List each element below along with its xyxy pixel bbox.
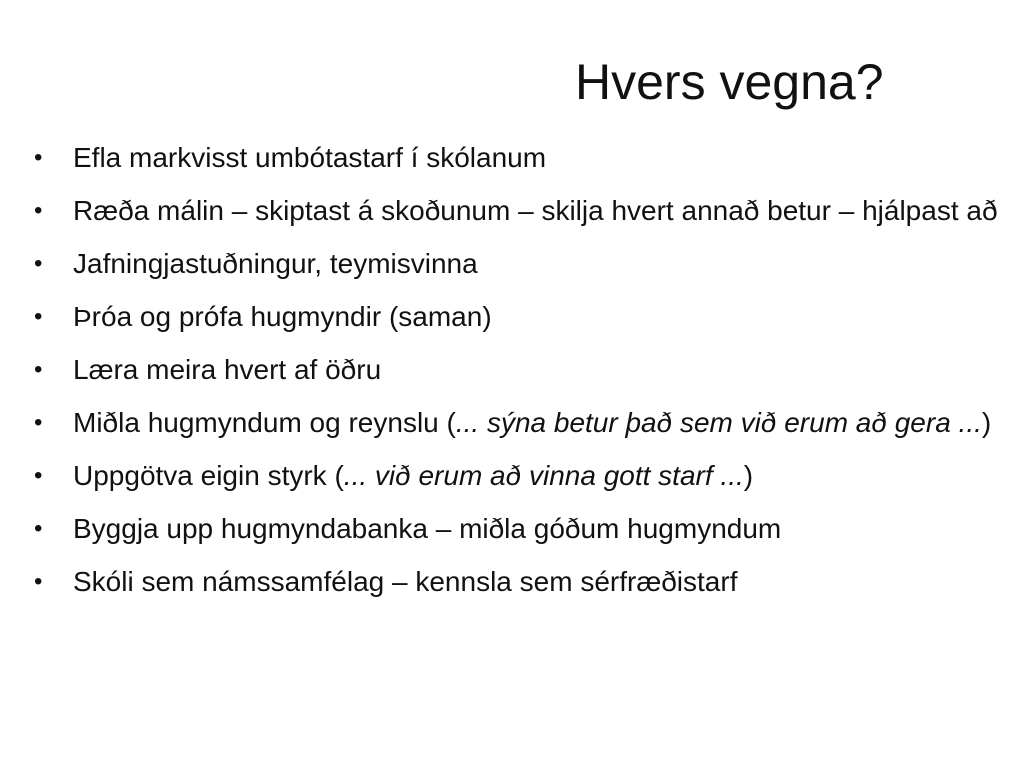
bullet-text <box>73 460 753 491</box>
bullet-dot-icon: • <box>34 303 43 330</box>
bullet-text-segment: Læra meira hvert af öðru <box>73 354 382 385</box>
bullet-item <box>34 350 999 390</box>
bullet-text-segment: Byggja upp hugmyndabanka – miðla góðum hugmyndum <box>73 513 782 544</box>
bullet-item <box>34 509 999 549</box>
bullet-text-segment: Jafningjastuðningur, teymisvinna <box>73 248 478 279</box>
bullet-item <box>34 191 999 231</box>
bullet-dot-icon: • <box>34 144 43 171</box>
bullet-text-italic: ... við erum að vinna gott starf ... <box>343 460 744 491</box>
bullet-item <box>34 138 999 178</box>
bullet-text <box>73 513 781 544</box>
bullet-item <box>34 244 999 284</box>
bullet-text-segment: ) <box>743 460 754 491</box>
bullet-text-segment: Uppgötva eigin styrk ( <box>73 460 344 491</box>
bullet-item <box>34 456 999 496</box>
bullet-item <box>34 403 999 443</box>
bullet-text <box>73 407 991 438</box>
bullet-text <box>73 195 998 226</box>
bullet-dot-icon: • <box>34 515 43 542</box>
bullet-dot-icon: • <box>34 409 43 436</box>
bullet-text-italic: ... sýna betur það sem við erum að gera ... <box>455 407 982 438</box>
bullet-text <box>73 301 492 332</box>
bullet-text <box>73 566 737 597</box>
bullet-text-segment: Þróa og prófa hugmyndir (saman) <box>73 301 492 332</box>
bullet-text <box>73 142 546 173</box>
slide-title: Hvers vegna? <box>575 54 884 110</box>
bullet-list <box>34 138 999 615</box>
bullet-text-segment: Ræða málin – skiptast á skoðunum – skilja hvert annað betur – hjálpast að <box>73 195 998 226</box>
bullet-item <box>34 562 999 602</box>
bullet-dot-icon: • <box>34 250 43 277</box>
bullet-text <box>73 354 381 385</box>
bullet-text-segment: Skóli sem námssamfélag – kennsla sem sérfræðistarf <box>73 566 738 597</box>
bullet-dot-icon: • <box>34 197 43 224</box>
bullet-text-segment: Efla markvisst umbótastarf í skólanum <box>73 142 547 173</box>
bullet-dot-icon: • <box>34 568 43 595</box>
bullet-item <box>34 297 999 337</box>
bullet-dot-icon: • <box>34 462 43 489</box>
bullet-text-segment: ) <box>981 407 992 438</box>
bullet-text-segment: Miðla hugmyndum og reynslu ( <box>73 407 456 438</box>
bullet-text <box>73 248 478 279</box>
bullet-dot-icon: • <box>34 356 43 383</box>
